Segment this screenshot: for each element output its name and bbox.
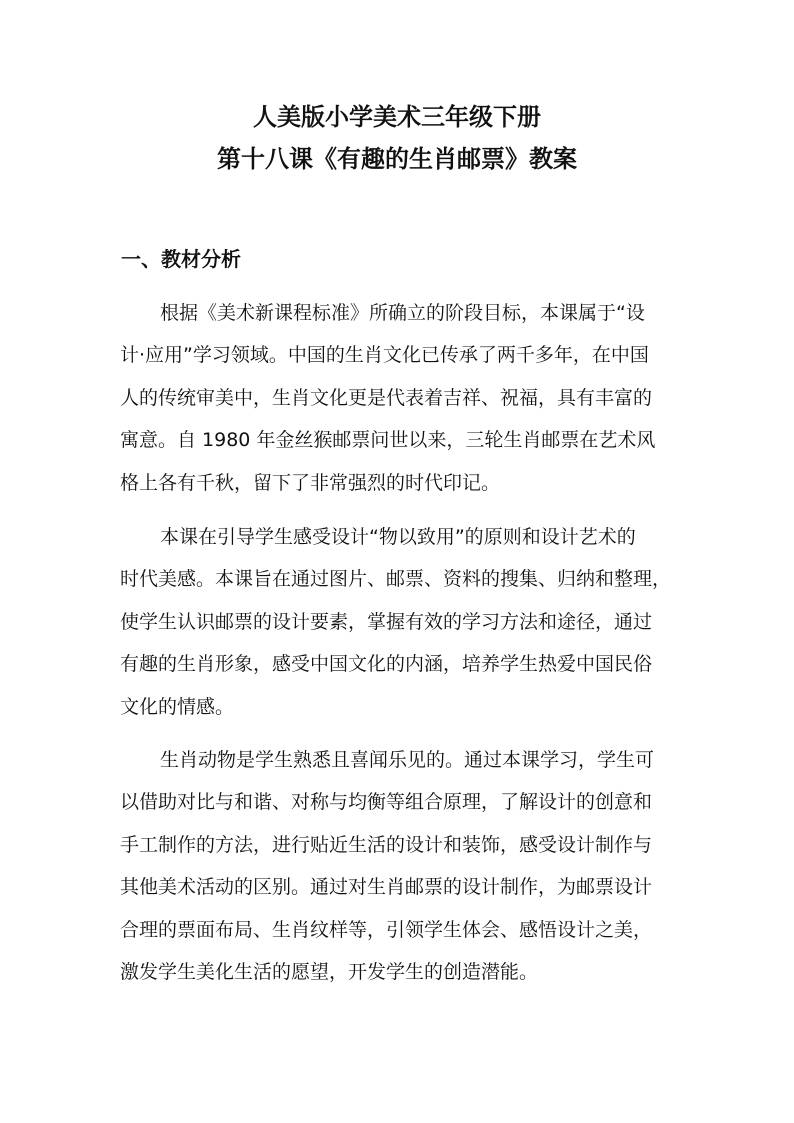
paragraph-line: 有趣的生肖形象，感受中国文化的内涵，培养学生热爱中国民俗 — [120, 653, 653, 675]
paragraph-line: 文化的情感。 — [120, 696, 235, 718]
document-title-line-2: 第十八课《有趣的生肖邮票》教案 — [217, 144, 577, 173]
paragraph-line: 合理的票面布局、生肖纹样等，引领学生体会、感悟设计之美， — [120, 919, 653, 941]
paragraph-line: 其他美术活动的区别。通过对生肖邮票的设计制作，为邮票设计 — [120, 876, 653, 898]
paragraph-line: 格上各有千秋，留下了非常强烈的时代印记。 — [120, 472, 501, 494]
paragraph-line: 本课在引导学生感受设计“物以致用”的原则和设计艺术的 — [160, 526, 636, 548]
paragraph-line: 生肖动物是学生熟悉且喜闻乐见的。通过本课学习，学生可 — [160, 749, 655, 771]
paragraph-line: 使学生认识邮票的设计要素，掌握有效的学习方法和途径，通过 — [120, 611, 653, 633]
paragraph-line: 人的传统审美中，生肖文化更是代表着吉祥、祝福，具有丰富的 — [120, 387, 653, 409]
paragraph-line: 寓意。自 1980 年金丝猴邮票问世以来，三轮生肖邮票在艺术风 — [120, 429, 656, 451]
paragraph-line: 激发学生美化生活的愿望，开发学生的创造潜能。 — [120, 961, 539, 983]
paragraph-line: 手工制作的方法，进行贴近生活的设计和装饰，感受设计制作与 — [120, 834, 653, 856]
paragraph-line: 时代美感。本课旨在通过图片、邮票、资料的搜集、归纳和整理， — [120, 568, 672, 590]
paragraph-line: 根据《美术新课程标准》所确立的阶段目标，本课属于“设 — [160, 302, 645, 324]
paragraph-line: 以借助对比与和谐、对称与均衡等组合原理，了解设计的创意和 — [120, 791, 653, 813]
paragraph-line: 计·应用”学习领域。中国的生肖文化已传承了两千多年，在中国 — [120, 344, 649, 366]
section-heading: 一、教材分析 — [121, 247, 241, 271]
document-title-line-1: 人美版小学美术三年级下册 — [253, 102, 541, 131]
